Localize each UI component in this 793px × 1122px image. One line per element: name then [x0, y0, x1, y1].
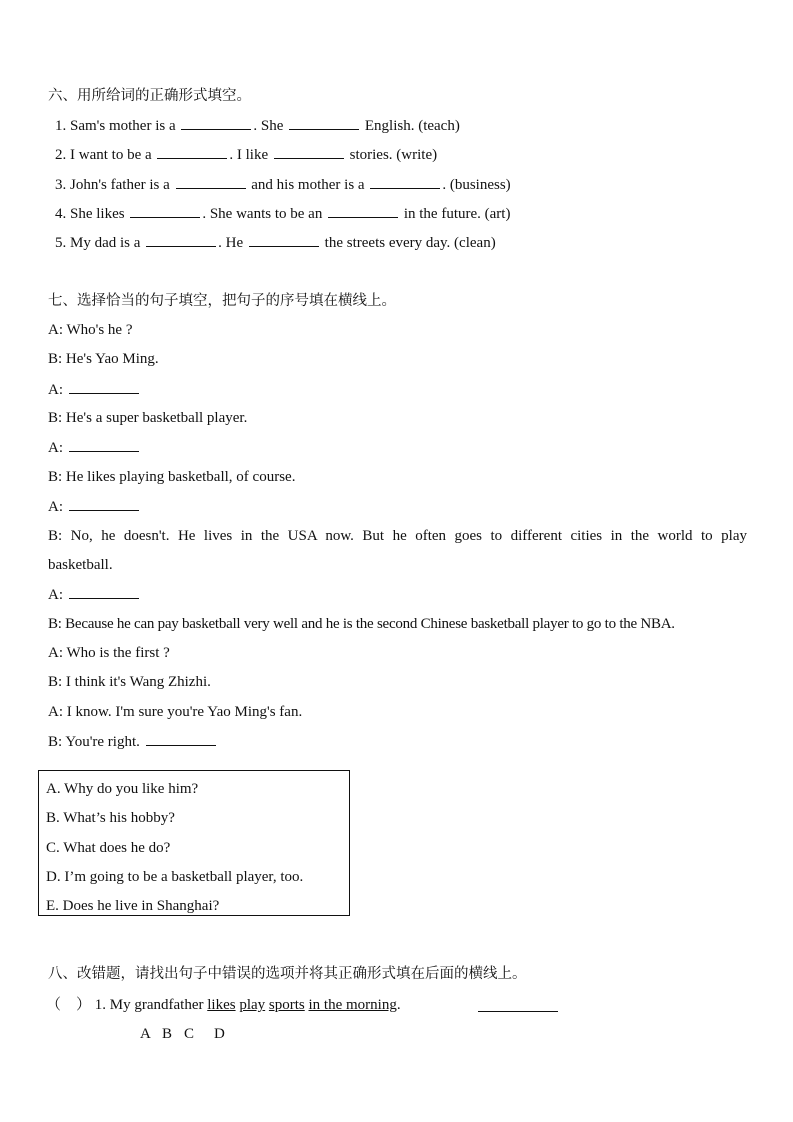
s6-q2-text-a: 2. I want to be a [55, 147, 152, 163]
s6-q4-text-c: in the future. (art) [403, 206, 511, 222]
option-b: B. What’s his hobby? [46, 810, 175, 826]
dialogue-line-11: A: Who is the first ? [48, 645, 170, 661]
s6-question-2 [55, 144, 437, 165]
dialogue-line-10: B: Because he can pay basketball very well and he is the second Chinese basketball player to go to the NBA. [48, 616, 675, 632]
dialogue-speaker: A: [48, 499, 63, 515]
s6-q1-blank-2[interactable] [289, 115, 359, 130]
dialogue-line-5 [48, 437, 141, 458]
s6-q4-blank-1[interactable] [130, 203, 200, 218]
s6-q4-text-a: 4. She likes [55, 206, 125, 222]
dialogue-speaker: A: [48, 440, 63, 456]
s6-q1-text-b: . She [253, 118, 284, 134]
s6-q3-text-c: . (business) [442, 177, 511, 193]
option-a: A. Why do you like him? [46, 781, 199, 797]
s6-question-5 [55, 232, 496, 253]
letter-d: D [214, 1026, 225, 1042]
s6-q1-blank-1[interactable] [181, 115, 251, 130]
option-e: E. Does he live in Shanghai? [46, 898, 220, 914]
s6-q3-text-a: 3. John's father is a [55, 177, 170, 193]
dialogue-blank-1[interactable] [69, 379, 139, 394]
dialogue-line-8: B: No, he doesn't. He lives in the USA now. But he often goes to different cities in the world to play [48, 528, 747, 544]
option-d: D. I’m going to be a basketball player, too. [46, 869, 304, 885]
answer-paren[interactable]: （ ） [46, 997, 92, 1013]
s6-q2-blank-1[interactable] [157, 144, 227, 159]
dialogue-blank-4[interactable] [69, 584, 139, 599]
s8-q1-period: . [396, 997, 401, 1013]
s6-q1-text-a: 1. Sam's mother is a [55, 118, 176, 134]
letter-b: B [162, 1026, 173, 1042]
s6-q5-text-c: the streets every day. (clean) [324, 235, 496, 251]
dialogue-line-7 [48, 496, 141, 517]
section-7-heading: 七、选择恰当的句子填空，把句子的序号填在横线上。 [48, 293, 396, 309]
s6-q5-text-b: . He [218, 235, 244, 251]
dialogue-line-1: A: Who's he ? [48, 322, 133, 338]
s8-q1-option-a: likes [207, 997, 236, 1013]
dialogue-speaker: A: [48, 587, 63, 603]
s6-q5-text-a: 5. My dad is a [55, 235, 141, 251]
dialogue-line-12: B: I think it's Wang Zhizhi. [48, 674, 211, 690]
dialogue-blank-2[interactable] [69, 437, 139, 452]
dialogue-line-3 [48, 379, 141, 400]
s8-q1-option-letters [140, 1024, 225, 1044]
s6-question-1 [55, 115, 460, 136]
s6-q2-text-c: stories. (write) [349, 147, 438, 163]
dialogue-line-13: A: I know. I'm sure you're Yao Ming's fan. [48, 704, 303, 720]
dialogue-line-9 [48, 584, 141, 605]
s6-q2-blank-2[interactable] [274, 144, 344, 159]
letter-a: A [140, 1026, 151, 1042]
dialogue-line-6: B: He likes playing basketball, of course. [48, 469, 296, 485]
dialogue-line-2: B: He's Yao Ming. [48, 351, 159, 367]
s6-q4-text-b: . She wants to be an [202, 206, 323, 222]
s8-q1-option-b: play [239, 997, 266, 1013]
s8-question-1 [46, 995, 401, 1015]
letter-c: C [184, 1026, 195, 1042]
dialogue-speaker: A: [48, 382, 63, 398]
s6-q5-blank-2[interactable] [249, 232, 319, 247]
s6-q3-text-b: and his mother is a [251, 177, 365, 193]
section-8-heading: 八、改错题，请找出句子中错误的选项并将其正确形式填在后面的横线上。 [48, 966, 527, 982]
dialogue-blank-5[interactable] [146, 731, 216, 746]
s8-q1-prefix: 1. My grandfather [94, 997, 204, 1013]
s6-question-4 [55, 203, 510, 224]
s8-q1-option-d: in the morning [308, 997, 397, 1013]
dialogue-line-8-cont: basketball. [48, 557, 113, 573]
option-c: C. What does he do? [46, 840, 171, 856]
s8-q1-answer-blank[interactable] [478, 1011, 558, 1012]
s8-q1-option-c: sports [268, 997, 305, 1013]
s6-question-3 [55, 174, 511, 195]
section-6-heading: 六、用所给词的正确形式填空。 [48, 88, 251, 104]
s6-q5-blank-1[interactable] [146, 232, 216, 247]
dialogue-blank-3[interactable] [69, 496, 139, 511]
dialogue-text: B: You're right. [48, 734, 140, 750]
options-box [38, 770, 350, 916]
dialogue-line-14 [48, 731, 218, 752]
s6-q2-text-b: . I like [229, 147, 269, 163]
s6-q4-blank-2[interactable] [328, 203, 398, 218]
s6-q1-text-c: English. (teach) [364, 118, 460, 134]
dialogue-line-4: B: He's a super basketball player. [48, 410, 248, 426]
s6-q3-blank-1[interactable] [176, 174, 246, 189]
s6-q3-blank-2[interactable] [370, 174, 440, 189]
